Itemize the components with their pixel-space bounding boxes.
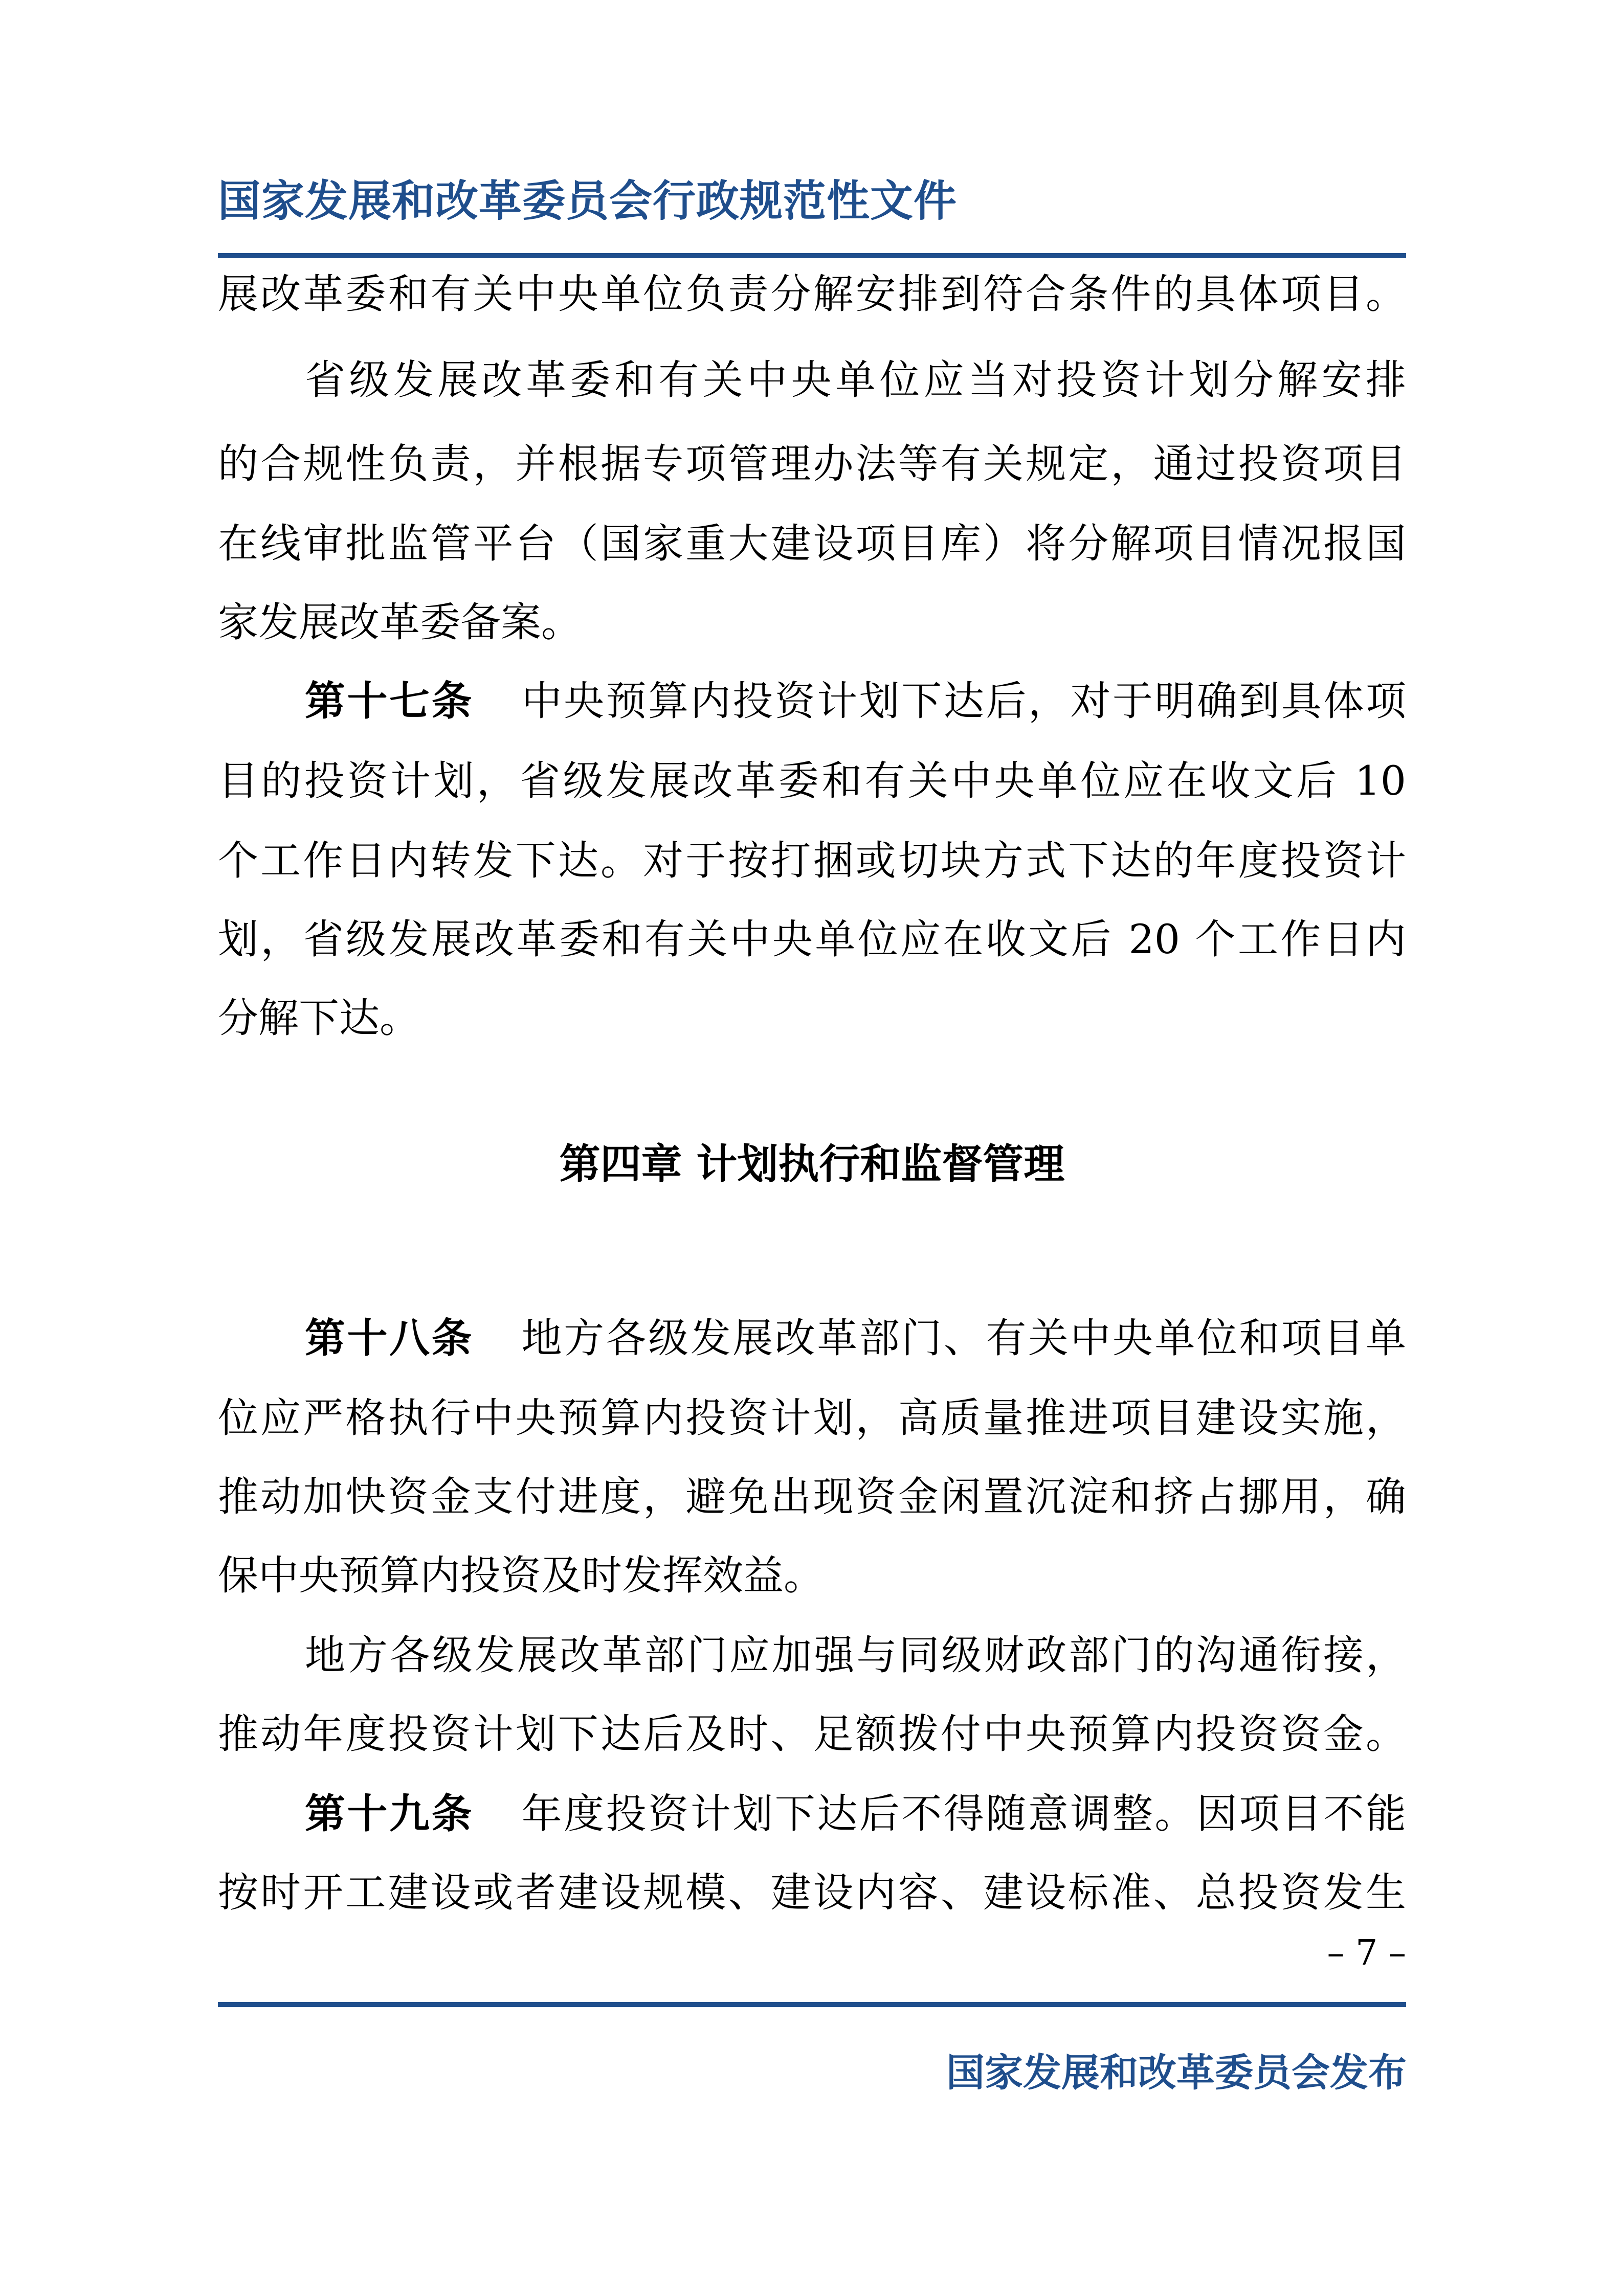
text-line: 在线审批监管平台（国家重大建设项目库）将分解项目情况报国 (218, 520, 1406, 567)
text-line: 展改革委和有关中央单位负责分解安排到符合条件的具体项目。 (218, 271, 1406, 318)
text-line: 地方各级发展改革部门应加强与同级财政部门的沟通衔接， (305, 1632, 1406, 1679)
text-line: 保中央预算内投资及时发挥效益。 (218, 1552, 824, 1599)
text-line: 个工作日内转发下达。对于按打捆或切块方式下达的年度投资计 (218, 837, 1406, 884)
article-17-line (218, 673, 1406, 729)
article-number: 第十九条 (305, 1790, 474, 1837)
header-divider (218, 253, 1406, 258)
article-19-line (218, 1786, 1406, 1842)
text-line: 分解下达。 (218, 995, 420, 1042)
page-number: – 7 – (1327, 1933, 1406, 1973)
text-line: 目的投资计划，省级发展改革委和有关中央单位应在收文后 10 (218, 757, 1406, 804)
text-span: 中央预算内投资计划下达后，对于明确到具体项 (520, 678, 1406, 725)
text-line: 推动加快资金支付进度，避免出现资金闲置沉淀和挤占挪用，确 (218, 1473, 1406, 1520)
text-line: 家发展改革委备案。 (218, 599, 582, 646)
text-line: 位应严格执行中央预算内投资计划，高质量推进项目建设实施， (218, 1394, 1406, 1442)
text-line: 推动年度投资计划下达后及时、足额拨付中央预算内投资资金。 (218, 1710, 1406, 1758)
footer-divider (218, 2002, 1406, 2007)
footer-publisher: 国家发展和改革委员会发布 (946, 2050, 1407, 2095)
document-header-title: 国家发展和改革委员会行政规范性文件 (218, 176, 958, 226)
article-number: 第十八条 (305, 1315, 474, 1362)
text-line: 划，省级发展改革委和有关中央单位应在收文后 20 个工作日内 (218, 916, 1406, 963)
text-span: 年度投资计划下达后不得随意调整。因项目不能 (520, 1790, 1406, 1837)
text-line: 省级发展改革委和有关中央单位应当对投资计划分解安排 (305, 356, 1406, 403)
chapter-title: 第四章 计划执行和监督管理 (559, 1140, 1065, 1188)
text-line: 按时开工建设或者建设规模、建设内容、建设标准、总投资发生 (218, 1869, 1406, 1916)
article-number: 第十七条 (305, 678, 474, 725)
article-18-line (218, 1310, 1406, 1366)
text-span: 地方各级发展改革部门、有关中央单位和项目单 (520, 1315, 1406, 1362)
text-line: 的合规性负责，并根据专项管理办法等有关规定，通过投资项目 (218, 440, 1406, 487)
